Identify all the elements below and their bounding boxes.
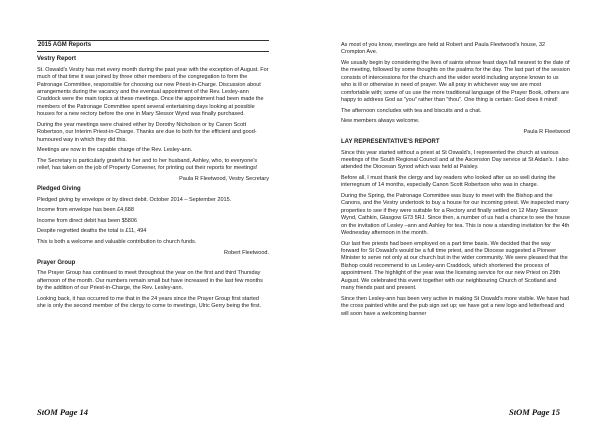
- lay-paragraph: Our last five priests had been employed on a part time basis. We decided that the way forward for St Oswald's would be a full time priest, and the Diocese suggested a Pioneer Minister to serve not only at our church but in the wider community. We were pleased that the Bishop could recommend to us Lesley-ann Craddock, which shortened the process of appointment. The highlight of the year was the licensing service for our new Priest on 29th August. We celebrated this event together with our neighbouring Church of Scotland and many friends past and present.: [341, 240, 568, 292]
- agm-reports-title: 2015 AGM Reports: [37, 40, 269, 52]
- lay-representative-heading: LAY REPRESENTATIVE'S REPORT: [341, 139, 440, 146]
- pledged-paragraph: Income from envelope has been £4,688: [37, 207, 134, 214]
- vestry-report-heading: Vestry Report: [37, 56, 77, 63]
- lay-paragraph: Since this year started without a priest at St Oswald's, I represented the church at various meetings of the South Regional Council and at the Ascension Day service at St Aidan's. I also attended the Diocesan Synod which was held at Paisley.: [341, 149, 569, 171]
- prayer-group-heading: Prayer Group: [37, 260, 76, 267]
- pledged-paragraph: This is both a welcome and valuable contribution to church funds.: [37, 239, 197, 246]
- left-page-column: [37, 40, 269, 311]
- vestry-signature: Paula R Fleetwood, Vestry Secretary: [179, 175, 269, 182]
- prayer-paragraph: The Prayer Group has continued to meet throughout the year on the first and third Thursday afternoon of the month. Our numbers remain small but have increased in the last few months by the addition of our Priest-in-Charge, the Rev. Lesley-ann.: [37, 270, 263, 292]
- prayer-paragraph: Looking back, it has occurred to me that in the 24 years since the Prayer Group first started she is only the second member of the clergy to come to meetings, Ulric Gerry being the first.: [37, 295, 262, 310]
- page-number-left: StOM Page 14: [37, 407, 88, 417]
- vestry-paragraph: St. Oswald's Vestry has met every month during the past year with the exception of August. For much of that time it was joined by three other members of the congregation to form the Patronage Committee, responsible for choosing our new Priest-in-Charge. Discussion about arrangements during the vacancy and the eventual appointment of the Rev. Lesley-ann Craddock were the main topics at these meetings. Once the appointment had been made the members of the Patronage Committee spent several entertaining days looking at possible houses for a new rectory before the one in Mary Slessor Wynd was finally purchased.: [37, 66, 269, 118]
- page-number-right: StOM Page 15: [509, 407, 560, 417]
- pledged-paragraph: Income from direct debit has been $5806: [37, 217, 137, 224]
- prayer-continued-paragraph: The afternoon concludes with tea and biscuits and a chat.: [341, 107, 482, 114]
- pledged-signature: Robert Fleetwood.: [224, 249, 269, 256]
- lay-paragraph: Since then Lesley-ann has been very active in making St Oswald's more visible. We have had the cross painted white and the pub sign set up; we have got a new logo and letterhead and will soon have a welcoming banner: [341, 295, 570, 317]
- pledged-paragraph: Pledged giving by envelope or by direct debit. October 2014 – September 2015.: [37, 196, 232, 203]
- vestry-paragraph: The Secretary is particularly grateful to her and to her husband, Ashley, who, to everyone's relief, has taken on the job of Property Convener, for printing out their reports for meetings!: [37, 157, 258, 172]
- prayer-signature: Paula R Fleetwood: [523, 128, 570, 135]
- vestry-paragraph: Meetings are now in the capable charge of the Rev. Lesley-ann.: [37, 147, 193, 154]
- prayer-continued-paragraph: As most of you know, meetings are held at Robert and Paula Fleetwood's house, 32 Crompton Ave.: [341, 42, 546, 56]
- lay-paragraph: During the Spring, the Patronage Committee was busy to meet with the Bishop and the Canons, and the Vestry undertook to buy a house for our incoming priest. We inspected many properties to see if they were suitable for a Rectory and finally settled on 12 Mary Slessor Wynd, Cathkin, Glasgow G73 5RJ. Since then, a number of us had a chance to see the house on the invitation of Lesley –ann and Ashley for tea. This is now a standing invitation for the 4th Wednesday afternoon in the month.: [341, 193, 570, 237]
- pledged-giving-heading: Pledged Giving: [37, 186, 81, 193]
- prayer-continued-paragraph: New members always welcome.: [341, 118, 420, 125]
- vestry-paragraph: During the year meetings were chaired either by Dorothy Nicholson or by Canon Scott Robertson, our Interim Priest-in-Charge. Thanks are due to both for the efficient and good-humoured way in which they did this.: [37, 121, 257, 143]
- prayer-continued-paragraph: We usually begin by considering the lives of saints whose feast days fall nearest to the date of the meeting, followed by some thoughts on the psalms for the day. The last part of the session consists of intercessions for the church and the wider world including anyone known to us who is ill or otherwise in need of prayer. We all pray in whichever way we are most comfortable with; some of us use the more traditional language of the Prayer Book, others are happy to address God as "you" rather than "thou". One thing is certain: God does it mind!: [341, 60, 570, 104]
- right-page-column: [341, 42, 570, 318]
- lay-paragraph: Before all, I must thank the clergy and lay readers who looked after us so well during the interregnum of 14 months, especially Canon Scott Robertson who was in charge.: [341, 175, 556, 189]
- pledged-paragraph: Despite regretted deaths the total is £11, 494: [37, 228, 147, 235]
